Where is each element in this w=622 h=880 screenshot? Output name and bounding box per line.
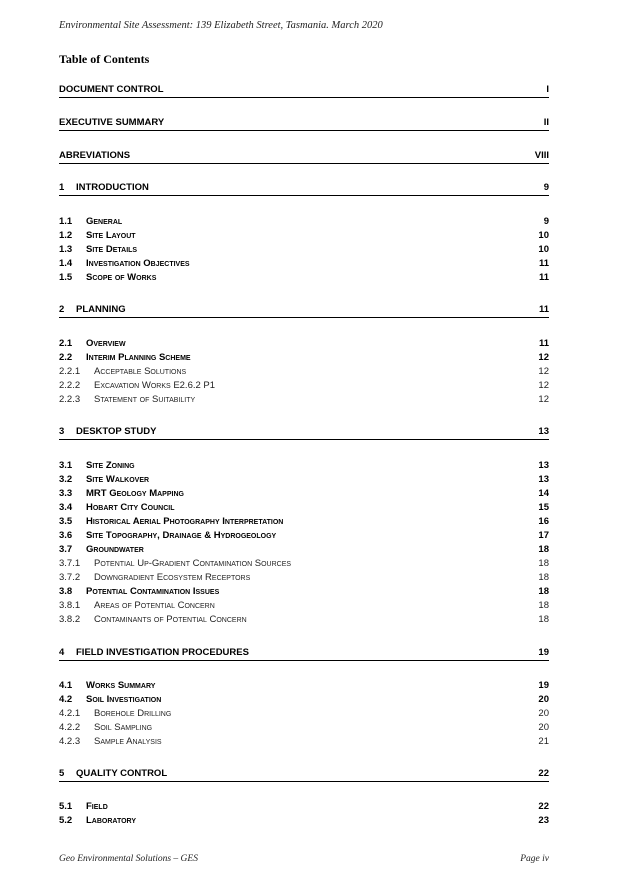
toc-entry-title: Downgradient Ecosystem Receptors xyxy=(94,572,251,583)
toc-entry-page: 19 xyxy=(538,680,549,691)
toc-entry[interactable] xyxy=(59,735,549,749)
toc-entry-page: 18 xyxy=(538,586,549,597)
toc-entry-title: Works Summary xyxy=(86,680,156,691)
toc-entry-title: Excavation Works E2.6.2 P1 xyxy=(94,380,216,391)
toc-entry-page: 18 xyxy=(538,544,549,555)
toc-entry-page: 11 xyxy=(538,272,549,283)
toc-entry-title: Site Walkover xyxy=(86,474,150,485)
toc-entry-title: Scope of Works xyxy=(86,272,157,283)
toc-entry[interactable] xyxy=(59,271,549,285)
toc-entry-page: 18 xyxy=(538,558,549,569)
toc-entry[interactable] xyxy=(59,679,549,693)
toc-entry[interactable] xyxy=(59,257,549,271)
toc-entry[interactable] xyxy=(59,393,549,407)
toc-entry-title: Overview xyxy=(86,338,126,349)
toc-entry-number: 3 xyxy=(59,426,65,437)
toc-entry[interactable] xyxy=(59,814,549,828)
footer-page-number: Page iv xyxy=(520,854,549,864)
toc-entry-page: 22 xyxy=(538,768,549,779)
toc-entry-number: 1.2 xyxy=(59,230,73,241)
toc-entry-title: FIELD INVESTIGATION PROCEDURES xyxy=(76,647,249,658)
toc-entry-page: 20 xyxy=(538,708,549,719)
toc-entry[interactable] xyxy=(59,529,549,543)
toc-entry-title: Site Details xyxy=(86,244,138,255)
toc-entry-number: 2.2.1 xyxy=(59,366,81,377)
toc-entry-title: Areas of Potential Concern xyxy=(94,600,215,611)
toc-entry-page: 21 xyxy=(538,736,549,747)
toc-entry-title: Site Zoning xyxy=(86,460,135,471)
toc-entry-title: Potential Contamination Issues xyxy=(86,586,220,597)
toc-entry-page: 19 xyxy=(538,647,549,658)
toc-entry-page: 16 xyxy=(538,516,549,527)
toc-entry-number: 1.3 xyxy=(59,244,73,255)
toc-entry-number: 3.4 xyxy=(59,502,73,513)
toc-entry-title: Soil Investigation xyxy=(86,694,162,705)
toc-entry-page: 20 xyxy=(538,694,549,705)
toc-entry[interactable] xyxy=(59,149,549,164)
toc-entry-title: Potential Up-Gradient Contamination Sources xyxy=(94,558,292,569)
toc-entry-number: 3.7.2 xyxy=(59,572,81,583)
toc-entry[interactable] xyxy=(59,243,549,257)
toc-entry-number: 3.5 xyxy=(59,516,73,527)
toc-entry-title: Hobart City Council xyxy=(86,502,175,513)
toc-entry-page: II xyxy=(543,117,549,128)
toc-entry-number: 2 xyxy=(59,304,65,315)
toc-entry-page: 12 xyxy=(538,352,549,363)
toc-entry-title: Interim Planning Scheme xyxy=(86,352,191,363)
toc-entry-number: 3.8.1 xyxy=(59,600,81,611)
toc-entry-number: 4 xyxy=(59,647,65,658)
toc-entry-number: 3.7 xyxy=(59,544,73,555)
toc-entry-page: 13 xyxy=(538,460,549,471)
toc-entry-page: 14 xyxy=(538,488,549,499)
toc-entry-title: Historical Aerial Photography Interpretation xyxy=(86,516,284,527)
toc-entry-page: VIII xyxy=(534,150,549,161)
toc-entry[interactable] xyxy=(59,365,549,379)
toc-entry-number: 1 xyxy=(59,182,65,193)
toc-entry-page: 20 xyxy=(538,722,549,733)
toc-entry-page: 11 xyxy=(538,338,549,349)
toc-entry[interactable] xyxy=(59,693,549,707)
footer-company: Geo Environmental Solutions – GES xyxy=(59,854,198,864)
toc-entry-title: Laboratory xyxy=(86,815,137,826)
toc-entry[interactable] xyxy=(59,83,549,98)
toc-entry-title: QUALITY CONTROL xyxy=(76,768,168,779)
toc-entry-title: PLANNING xyxy=(76,304,126,315)
toc-entry-title: DESKTOP STUDY xyxy=(76,426,157,437)
toc-entry[interactable] xyxy=(59,800,549,814)
toc-entry-number: 4.1 xyxy=(59,680,73,691)
toc-entry-number: 1.5 xyxy=(59,272,73,283)
toc-entry[interactable] xyxy=(59,707,549,721)
toc-entry-page: 10 xyxy=(538,244,549,255)
toc-entry-title: INTRODUCTION xyxy=(76,182,149,193)
toc-entry-number: 4.2 xyxy=(59,694,73,705)
toc-entry[interactable] xyxy=(59,473,549,487)
toc-entry[interactable] xyxy=(59,585,549,599)
toc-entry-page: 12 xyxy=(538,366,549,377)
toc-entry[interactable] xyxy=(59,767,549,782)
toc-entry-number: 5 xyxy=(59,768,65,779)
toc-entry-number: 4.2.2 xyxy=(59,722,81,733)
toc-entry-number: 1.1 xyxy=(59,216,73,227)
toc-entry[interactable] xyxy=(59,379,549,393)
toc-entry[interactable] xyxy=(59,181,549,196)
toc-entry-title: Site Layout xyxy=(86,230,136,241)
toc-entry-page: 11 xyxy=(538,258,549,269)
toc-entry-number: 3.2 xyxy=(59,474,73,485)
toc-entry-number: 3.7.1 xyxy=(59,558,81,569)
toc-entry-number: 1.4 xyxy=(59,258,73,269)
toc-entry-title: MRT Geology Mapping xyxy=(86,488,184,499)
toc-entry-number: 3.8 xyxy=(59,586,73,597)
toc-entry[interactable] xyxy=(59,571,549,585)
toc-entry[interactable] xyxy=(59,459,549,473)
toc-entry-page: 12 xyxy=(538,380,549,391)
toc-entry-page: 9 xyxy=(543,182,549,193)
toc-entry-page: I xyxy=(546,84,549,95)
toc-entry[interactable] xyxy=(59,501,549,515)
toc-entry-page: 11 xyxy=(538,304,549,315)
toc-entry-page: 13 xyxy=(538,426,549,437)
toc-entry[interactable] xyxy=(59,543,549,557)
toc-entry-number: 2.2.3 xyxy=(59,394,81,405)
toc-entry-page: 22 xyxy=(538,801,549,812)
toc-entry[interactable] xyxy=(59,351,549,365)
toc-entry[interactable] xyxy=(59,425,549,440)
toc-entry-number: 5.2 xyxy=(59,815,73,826)
toc-title: Table of Contents xyxy=(59,52,150,66)
toc-entry-page: 15 xyxy=(538,502,549,513)
toc-entry[interactable] xyxy=(59,613,549,627)
toc-entry-title: Site Topography, Drainage & Hydrogeology xyxy=(86,530,277,541)
toc-entry-title: Borehole Drilling xyxy=(94,708,172,719)
toc-entry-page: 18 xyxy=(538,614,549,625)
toc-entry-number: 4.2.3 xyxy=(59,736,81,747)
toc-entry-title: ABREVIATIONS xyxy=(59,150,131,161)
toc-entry-title: General xyxy=(86,216,123,227)
toc-entry-page: 23 xyxy=(538,815,549,826)
toc-entry-title: Investigation Objectives xyxy=(86,258,190,269)
toc-entry[interactable] xyxy=(59,515,549,529)
toc-entry[interactable] xyxy=(59,337,549,351)
toc-entry-title: Contaminants of Potential Concern xyxy=(94,614,247,625)
toc-entry-page: 10 xyxy=(538,230,549,241)
toc-entry-number: 2.1 xyxy=(59,338,73,349)
toc-entry-page: 12 xyxy=(538,394,549,405)
toc-entry-number: 3.3 xyxy=(59,488,73,499)
toc-entry-number: 3.8.2 xyxy=(59,614,81,625)
toc-entry[interactable] xyxy=(59,303,549,318)
toc-entry-title: Field xyxy=(86,801,108,812)
toc-entry-number: 3.1 xyxy=(59,460,73,471)
toc-entry[interactable] xyxy=(59,116,549,131)
toc-entry-page: 9 xyxy=(543,216,549,227)
toc-entry[interactable] xyxy=(59,721,549,735)
toc-entry[interactable] xyxy=(59,599,549,613)
toc-entry[interactable] xyxy=(59,487,549,501)
toc-entry-page: 18 xyxy=(538,572,549,583)
toc-entry-title: Groundwater xyxy=(86,544,144,555)
toc-entry[interactable] xyxy=(59,557,549,571)
toc-entry-title: Sample Analysis xyxy=(94,736,162,747)
toc-entry[interactable] xyxy=(59,215,549,229)
page-header: Environmental Site Assessment: 139 Elizabeth Street, Tasmania. March 2020 xyxy=(59,20,383,31)
toc-entry[interactable] xyxy=(59,229,549,243)
toc-entry[interactable] xyxy=(59,646,549,661)
toc-entry-number: 5.1 xyxy=(59,801,73,812)
toc-entry-page: 18 xyxy=(538,600,549,611)
toc-entry-title: DOCUMENT CONTROL xyxy=(59,84,164,95)
toc-entry-title: Soil Sampling xyxy=(94,722,153,733)
toc-entry-page: 13 xyxy=(538,474,549,485)
toc-entry-title: Acceptable Solutions xyxy=(94,366,187,377)
toc-entry-number: 2.2.2 xyxy=(59,380,81,391)
toc-entry-title: Statement of Suitability xyxy=(94,394,196,405)
toc-entry-title: EXECUTIVE SUMMARY xyxy=(59,117,165,128)
toc-entry-number: 2.2 xyxy=(59,352,73,363)
toc-entry-number: 4.2.1 xyxy=(59,708,81,719)
toc-entry-number: 3.6 xyxy=(59,530,73,541)
toc-entry-page: 17 xyxy=(538,530,549,541)
